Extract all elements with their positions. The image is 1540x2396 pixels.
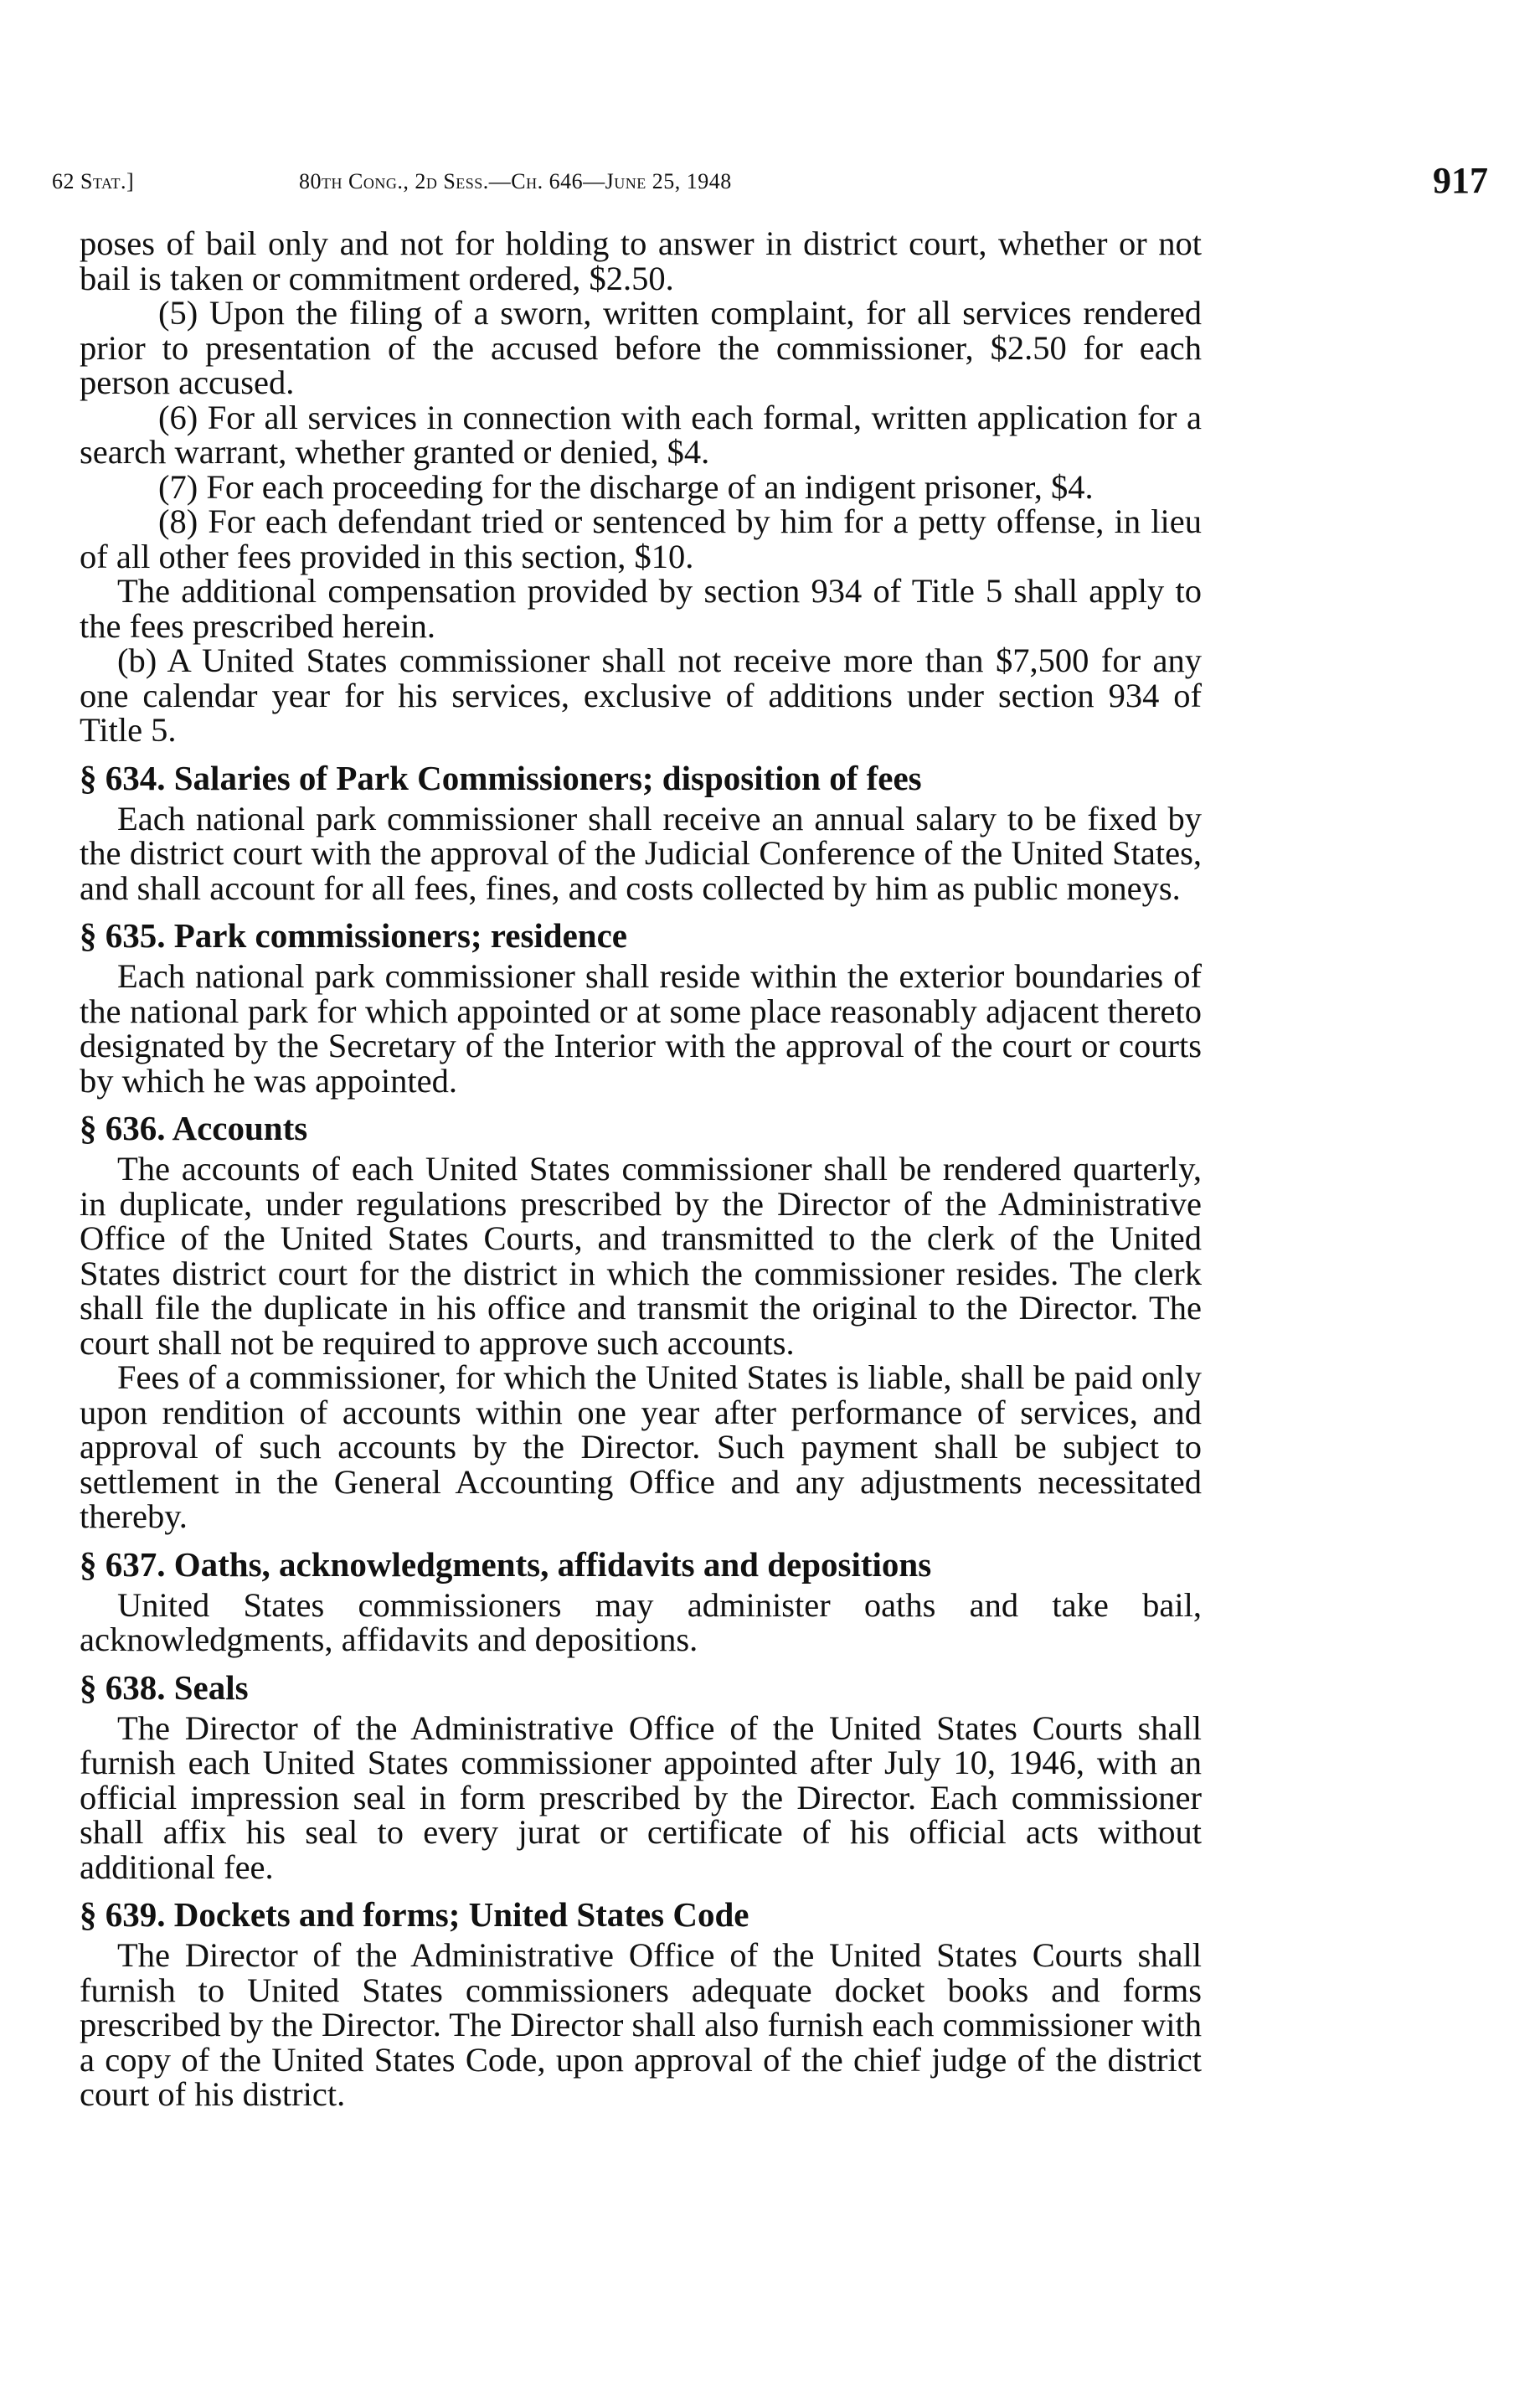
- section-635-text: Each national park commissioner shall reside within the exterior boundaries of the national park for which appointed or at some place reasonably adjacent thereto designated by the Secretary of the Interior with the approval of the court or courts by which he was appointed.: [80, 957, 1202, 1100]
- fee-item-6: (6) For all services in connection with each formal, written application for a search warrant, whether granted or denied, $4.: [80, 398, 1202, 471]
- section-638-text: The Director of the Administrative Office of the United States Courts shall furnish each United States commissioner appointed after July 10, 1946, with an official impression seal in form prescribed by the Director. Each commissioner shall affix his seal to every jurat or certificate of his official acts without additional fee.: [80, 1708, 1202, 1886]
- page-number: 917: [1433, 160, 1488, 201]
- additional-compensation-paragraph: The additional compensation provided by section 934 of Title 5 shall apply to the fees prescribed herein.: [80, 572, 1202, 645]
- section-636-heading: § 636. Accounts: [80, 1109, 308, 1147]
- section-636-text-1: The accounts of each United States commissioner shall be rendered quarterly, in duplicate, under regulations prescribed by the Director of the Administrative Office of the United States Courts, and transmitted to the clerk of the United States district court for the district in which the commissioner resides. The clerk shall file the duplicate in his office and transmit the original to the Director. The court shall not be required to approve such accounts.: [80, 1150, 1202, 1362]
- section-636-text-2: Fees of a commissioner, for which the United States is liable, shall be paid only upon rendition of accounts within one year after performance of services, and approval of such accounts by the Director. Such payment shall be subject to settlement in the General Accounting Office and any adjustments necessitated thereby.: [80, 1358, 1202, 1535]
- section-639-heading: § 639. Dockets and forms; United States Code: [80, 1895, 749, 1934]
- section-637-heading: § 637. Oaths, acknowledgments, affidavits and depositions: [80, 1544, 932, 1584]
- subsection-b-paragraph: (b) A United States commissioner shall not receive more than $7,500 for any one calendar year for his services, exclusive of additions under section 934 of Title 5.: [80, 642, 1202, 749]
- fee-item-8: (8) For each defendant tried or sentenced by him for a petty offense, in lieu of all other fees provided in this section, $10.: [80, 502, 1202, 575]
- fee-item-5: (5) Upon the filing of a sworn, written complaint, for all services rendered prior to presentation of the accused before the commissioner, $2.50 for each person accused.: [80, 294, 1202, 401]
- session-chapter-date: 80th Cong., 2d Sess.—Ch. 646—June 25, 1948: [299, 169, 732, 193]
- section-634-heading: § 634. Salaries of Park Commissioners; disposition of fees: [80, 758, 922, 797]
- fee-item-7: (7) For each proceeding for the discharge of an indigent prisoner, $4.: [158, 467, 1094, 506]
- volume-citation: 62 Stat.]: [52, 169, 135, 193]
- section-639-text: The Director of the Administrative Office of the United States Courts shall furnish to United States commissioners adequate docket books and forms prescribed by the Director. The Director shall also furnish each commissioner with a copy of the United States Code, upon approval of the chief judge of the district court of his district.: [80, 1936, 1202, 2113]
- section-637-text: United States commissioners may administer oaths and take bail, acknowledgments, affidavits and depositions.: [80, 1585, 1202, 1658]
- continued-paragraph: poses of bail only and not for holding to answer in district court, whether or not bail is taken or commitment ordered, $2.50.: [80, 224, 1202, 297]
- running-head: [52, 159, 1488, 209]
- section-638-heading: § 638. Seals: [80, 1667, 249, 1707]
- section-634-text: Each national park commissioner shall receive an annual salary to be fixed by the district court with the approval of the Judicial Conference of the United States, and shall account for all fees, fines, and costs collected by him as public moneys.: [80, 799, 1202, 907]
- page-body: [80, 226, 1202, 2112]
- section-635-heading: § 635. Park commissioners; residence: [80, 916, 627, 955]
